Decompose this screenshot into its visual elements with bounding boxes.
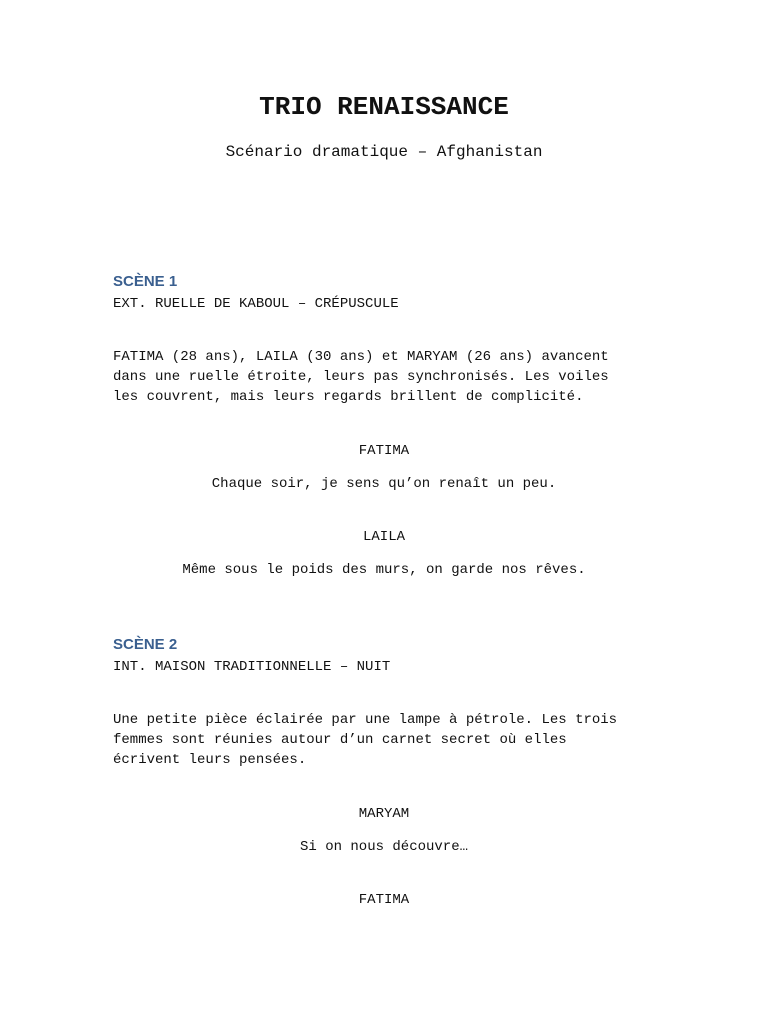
document-title: TRIO RENAISSANCE bbox=[259, 92, 509, 122]
character-name: FATIMA bbox=[358, 892, 410, 908]
dialogue-line: Même sous le poids des murs, on garde nos rêves. bbox=[182, 562, 586, 578]
scene-slugline: INT. MAISON TRADITIONNELLE – NUIT bbox=[113, 659, 391, 675]
scene-slugline: EXT. RUELLE DE KABOUL – CRÉPUSCULE bbox=[113, 296, 399, 312]
document-subtitle: Scénario dramatique – Afghanistan bbox=[225, 143, 543, 161]
character-name: MARYAM bbox=[358, 806, 410, 822]
dialogue-line: Chaque soir, je sens qu’on renaît un peu. bbox=[211, 476, 557, 492]
character-name: LAILA bbox=[362, 529, 405, 545]
scene-heading: SCÈNE 1 bbox=[113, 273, 178, 290]
action-paragraph: Une petite pièce éclairée par une lampe à pétrole. Les trois femmes sont réunies autour d’un carnet secret où elles écrivent leurs pensées. bbox=[113, 712, 618, 768]
dialogue-line: Si on nous découvre… bbox=[299, 839, 469, 855]
scene-heading: SCÈNE 2 bbox=[113, 636, 178, 653]
character-name: FATIMA bbox=[358, 443, 410, 459]
action-paragraph: FATIMA (28 ans), LAILA (30 ans) et MARYAM (26 ans) avancent dans une ruelle étroite, leurs pas synchronisés. Les voiles les couvrent, mais leurs regards brillent de complicité. bbox=[113, 349, 609, 405]
